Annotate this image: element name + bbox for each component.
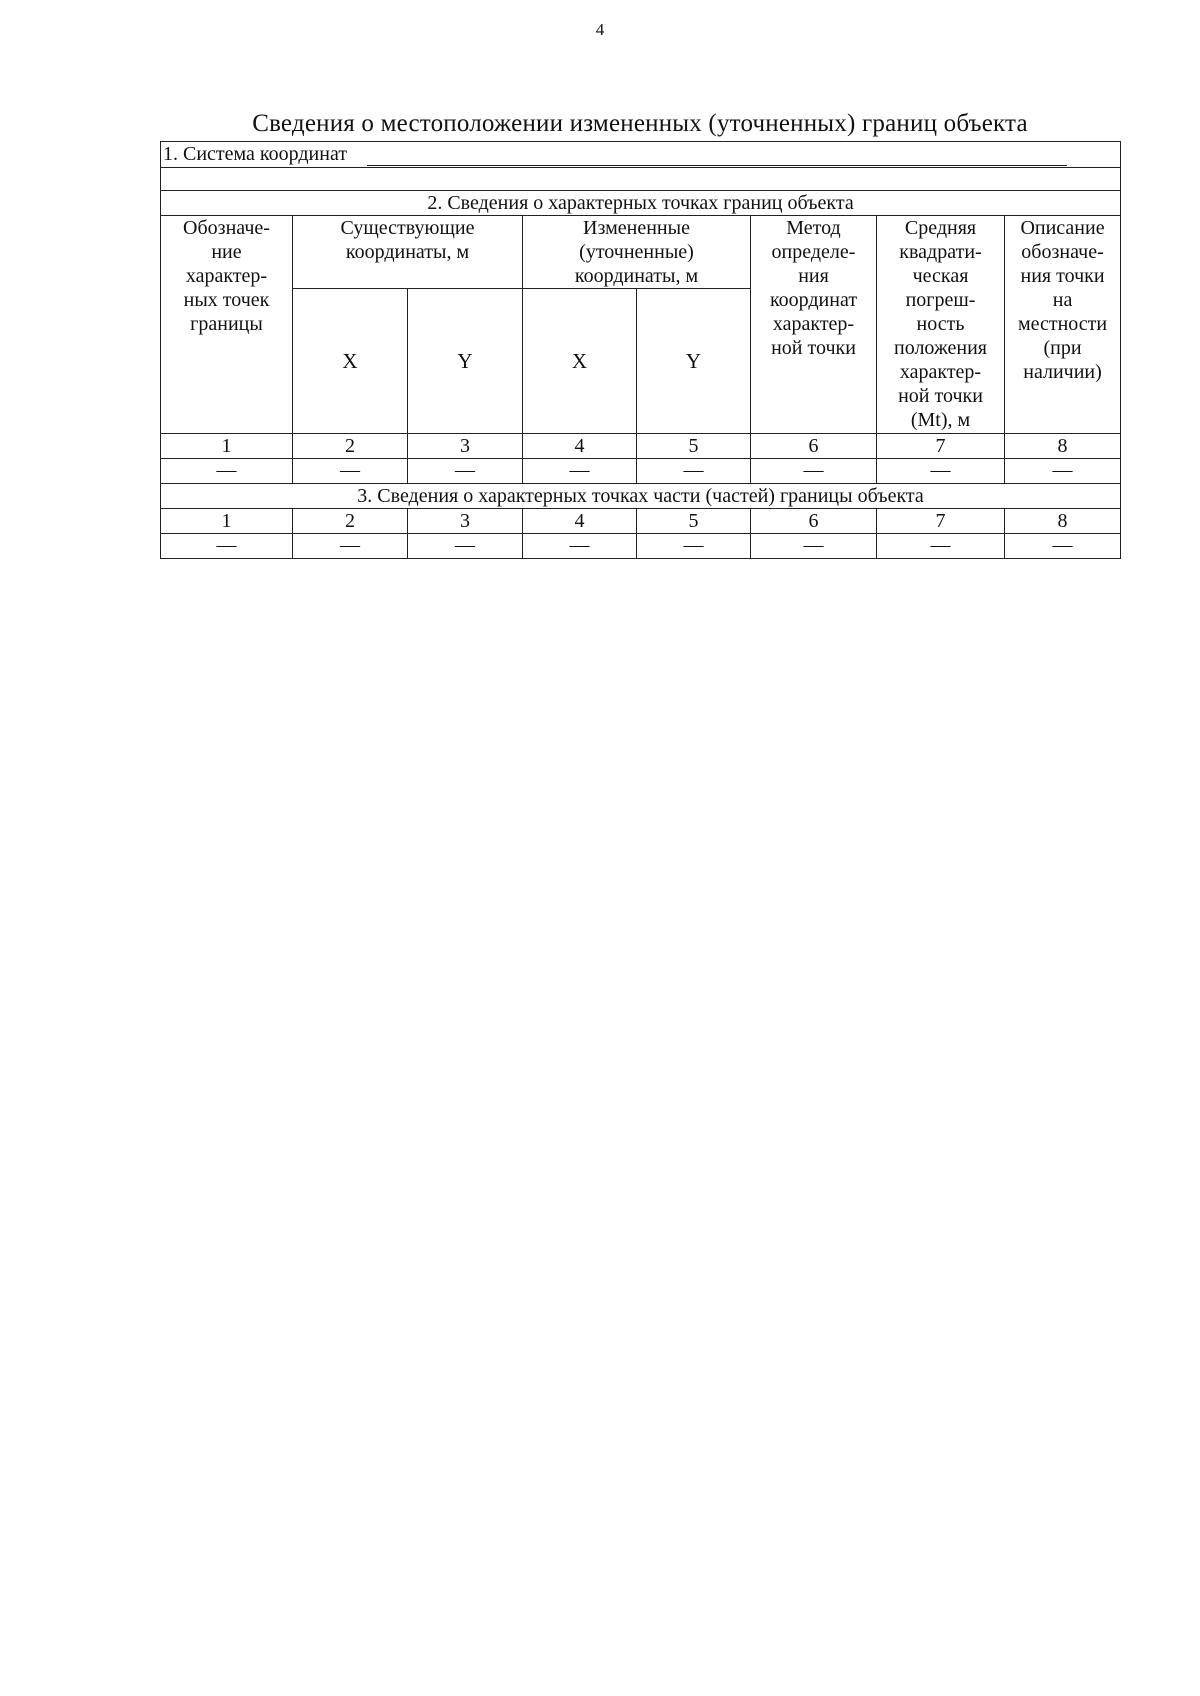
value-cell: — [1005, 534, 1121, 559]
blank-cell [161, 168, 1121, 191]
column-number: 5 [637, 509, 751, 534]
header-line: Измененные [583, 217, 690, 239]
value-cell: — [877, 534, 1005, 559]
value-cell: — [293, 534, 408, 559]
coordinate-system-cell [161, 142, 1121, 168]
coordinate-system-row [161, 142, 1121, 168]
column-number: 3 [408, 434, 523, 459]
coordinate-system-label: 1. Система координат [163, 143, 348, 165]
header-line: ния [798, 265, 829, 287]
coordinate-system-field[interactable] [367, 147, 1067, 166]
header-line: ческая [912, 265, 969, 287]
value-cell: — [877, 459, 1005, 484]
header-line: Описание [1020, 217, 1105, 239]
header-line: ных точек [183, 289, 270, 311]
column-number: 7 [877, 509, 1005, 534]
header-row-top [161, 216, 1121, 289]
header-line: наличии) [1023, 361, 1102, 383]
header-line: Метод [786, 217, 841, 239]
column-number: 6 [751, 434, 877, 459]
header-y-existing: Y [408, 289, 523, 434]
header-line: ние [211, 241, 242, 263]
header-changed [523, 216, 751, 289]
blank-row [161, 168, 1121, 191]
value-cell: — [161, 459, 293, 484]
column-number: 6 [751, 509, 877, 534]
column-number: 8 [1005, 509, 1121, 534]
column-number: 4 [523, 509, 637, 534]
header-error [877, 216, 1005, 434]
value-cell: — [1005, 459, 1121, 484]
header-line: Существующие [340, 217, 475, 239]
value-cell: — [751, 534, 877, 559]
header-line: границы [190, 313, 263, 335]
section2-row [161, 191, 1121, 216]
header-line: ной точки [898, 385, 983, 407]
header-description [1005, 216, 1121, 434]
header-line: ной точки [771, 337, 856, 359]
header-line: Обозначе- [183, 217, 270, 239]
header-line: ния точки [1020, 265, 1105, 287]
header-line: характер- [185, 265, 268, 287]
section2-number-row [161, 434, 1121, 459]
header-line: (при [1043, 337, 1082, 359]
value-cell: — [161, 534, 293, 559]
column-number: 3 [408, 509, 523, 534]
column-number: 2 [293, 434, 408, 459]
value-cell: — [523, 534, 637, 559]
header-y-changed: Y [637, 289, 751, 434]
section2-label: 2. Сведения о характерных точках границ объекта [161, 191, 1121, 216]
value-cell: — [637, 459, 751, 484]
header-line: характер- [899, 361, 982, 383]
header-line: определе- [771, 241, 856, 263]
boundary-table [160, 141, 1121, 559]
header-designation [161, 216, 293, 434]
value-cell: — [751, 459, 877, 484]
section3-label: 3. Сведения о характерных точках части (частей) границы объекта [161, 484, 1121, 509]
section3-number-row [161, 509, 1121, 534]
header-line: характер- [772, 313, 855, 335]
value-cell: — [408, 459, 523, 484]
header-method [751, 216, 877, 434]
column-number: 8 [1005, 434, 1121, 459]
header-existing [293, 216, 523, 289]
header-line: координаты, м [574, 265, 699, 287]
header-line: местности [1017, 313, 1108, 335]
header-line: на [1052, 289, 1073, 311]
column-number: 1 [161, 434, 293, 459]
section3-value-row [161, 534, 1121, 559]
column-number: 4 [523, 434, 637, 459]
header-x-existing: X [293, 289, 408, 434]
column-number: 2 [293, 509, 408, 534]
value-cell: — [523, 459, 637, 484]
section3-row [161, 484, 1121, 509]
value-cell: — [408, 534, 523, 559]
header-line: координаты, м [345, 241, 470, 263]
section2-value-row [161, 459, 1121, 484]
header-line: ность [916, 313, 965, 335]
column-number: 5 [637, 434, 751, 459]
header-line: квадрати- [899, 241, 982, 263]
value-cell: — [637, 534, 751, 559]
column-number: 1 [161, 509, 293, 534]
header-line: (уточненные) [579, 241, 694, 263]
header-line: положения [894, 337, 987, 359]
value-cell: — [293, 459, 408, 484]
header-x-changed: X [523, 289, 637, 434]
page-number: 4 [595, 20, 605, 39]
document-title: Сведения о местоположении измененных (уточненных) границ объекта [252, 110, 1028, 137]
header-line: Средняя [904, 217, 977, 239]
column-number: 7 [877, 434, 1005, 459]
header-line: координат [769, 289, 858, 311]
header-line: обозначе- [1021, 241, 1104, 263]
header-line: (Mt), м [910, 409, 971, 431]
header-line: погреш- [905, 289, 976, 311]
